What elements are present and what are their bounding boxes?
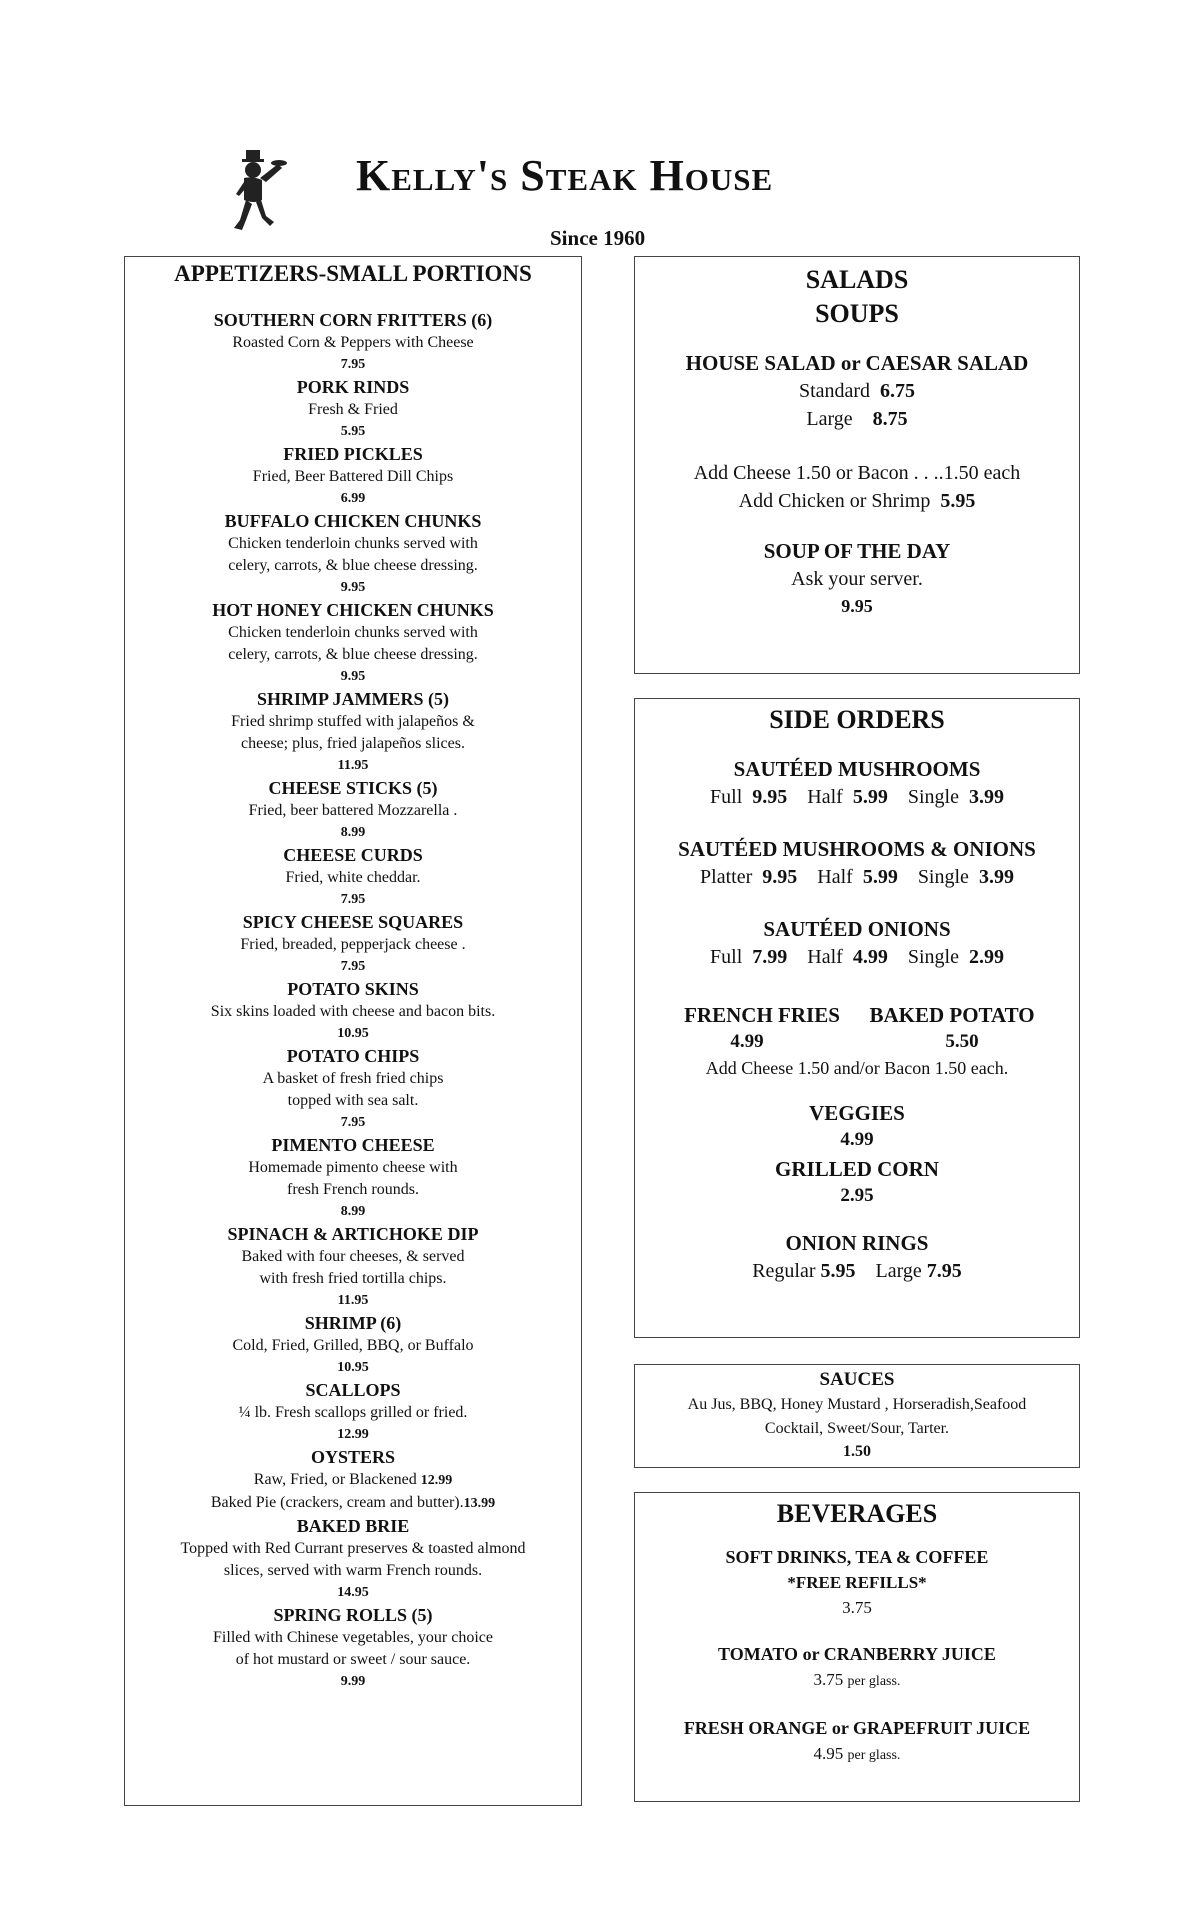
appetizer-name: FRIED PICKLES — [283, 444, 423, 464]
since-label: Since 1960 — [550, 226, 646, 250]
side-size-price: 3.99 — [968, 786, 1004, 808]
appetizer-price: 5.95 — [340, 424, 366, 439]
salad-large-line — [635, 405, 1079, 433]
appetizer-item — [125, 911, 581, 978]
orange-juice-price: 4.95 — [813, 1744, 844, 1763]
soups-title: SOUPS — [815, 299, 899, 328]
appetizer-item — [125, 309, 581, 376]
appetizers-title: APPETIZERS-SMALL PORTIONS — [174, 261, 532, 286]
side-size-price: 9.95 — [762, 866, 798, 888]
appetizer-item — [125, 510, 581, 599]
tomato-juice-price: 3.75 — [813, 1670, 844, 1689]
soft-drinks-title: SOFT DRINKS, TEA & COFFEE — [725, 1547, 989, 1567]
appetizer-desc-text: Raw, Fried, or Blackened — [253, 1471, 421, 1488]
appetizer-item — [125, 1604, 581, 1693]
appetizer-name: BUFFALO CHICKEN CHUNKS — [224, 511, 482, 531]
appetizer-item — [125, 599, 581, 688]
appetizer-price: 9.99 — [340, 1674, 366, 1689]
appetizer-name: SHRIMP (6) — [304, 1313, 402, 1333]
appetizer-item — [125, 1045, 581, 1134]
appetizer-desc: celery, carrots, & blue cheese dressing. — [228, 646, 478, 663]
appetizer-price: 11.95 — [337, 758, 369, 773]
appetizer-inline-price: 13.99 — [463, 1496, 496, 1511]
salad-standard-line — [635, 377, 1079, 405]
appetizer-desc: Filled with Chinese vegetables, your choice — [213, 1629, 493, 1646]
appetizer-desc: Baked with four cheeses, & served — [241, 1248, 465, 1265]
appetizer-item — [125, 1134, 581, 1223]
appetizer-price: 6.99 — [340, 491, 366, 506]
appetizer-desc: Cold, Fried, Grilled, BBQ, or Buffalo — [232, 1337, 474, 1354]
onions-title: SAUTÉED ONIONS — [763, 917, 951, 941]
salad-large-price: 8.75 — [872, 408, 908, 430]
waiter-logo-icon — [232, 150, 288, 236]
side-size-price: 4.99 — [852, 946, 888, 968]
side-size-label: Half — [807, 786, 843, 808]
sauces-line-1: Au Jus, BBQ, Honey Mustard , Horseradish,Seafood — [687, 1396, 1027, 1413]
appetizer-desc: Fried, breaded, pepperjack cheese . — [240, 936, 466, 953]
soup-price: 9.95 — [841, 596, 873, 616]
onion-rings-prices — [635, 1257, 1079, 1285]
appetizer-name: SCALLOPS — [305, 1380, 401, 1400]
baked-col — [857, 1001, 1047, 1055]
appetizer-desc: A basket of fresh fried chips — [262, 1070, 444, 1087]
appetizer-item — [125, 1379, 581, 1446]
appetizer-desc: cheese; plus, fried jalapeños slices. — [241, 735, 465, 752]
side-size-label: Single — [907, 946, 959, 968]
appetizer-name: SOUTHERN CORN FRITTERS (6) — [213, 310, 493, 330]
side-size-label: Single — [907, 786, 959, 808]
beverages-title: BEVERAGES — [776, 1499, 938, 1528]
rings-regular-price: 5.95 — [820, 1260, 856, 1282]
onions-prices — [635, 943, 1079, 971]
corn-title: GRILLED CORN — [775, 1157, 939, 1181]
appetizer-desc: ¼ lb. Fresh scallops grilled or fried. — [238, 1404, 468, 1421]
appetizer-name: PORK RINDS — [296, 377, 410, 397]
appetizer-desc: Fresh & Fried — [308, 401, 398, 418]
side-size-price: 5.99 — [862, 866, 898, 888]
appetizer-desc: slices, served with warm French rounds. — [223, 1562, 483, 1579]
appetizer-desc: Fried shrimp stuffed with jalapeños & — [231, 713, 475, 730]
appetizer-price: 12.99 — [337, 1427, 369, 1442]
side-size-label: Half — [807, 946, 843, 968]
appetizer-desc: fresh French rounds. — [287, 1181, 419, 1198]
side-size-price: 9.95 — [752, 786, 788, 808]
appetizer-desc: Fried, beer battered Mozzarella . — [248, 802, 458, 819]
side-size-label: Platter — [700, 866, 753, 888]
rings-large-price: 7.95 — [926, 1260, 962, 1282]
sauces-price: 1.50 — [843, 1443, 871, 1460]
appetizer-price: 11.95 — [337, 1293, 369, 1308]
appetizer-price: 7.95 — [340, 959, 366, 974]
veggies-price: 4.99 — [840, 1129, 874, 1150]
salad-standard-price: 6.75 — [880, 380, 916, 402]
fries-col — [667, 1001, 857, 1055]
orange-juice-price-line — [635, 1741, 1079, 1768]
salads-title: SALADS — [805, 265, 909, 294]
fries-title: FRENCH FRIES — [684, 1003, 840, 1027]
baked-title: BAKED POTATO — [869, 1003, 1035, 1027]
sauces-line-2: Cocktail, Sweet/Sour, Tarter. — [764, 1420, 950, 1437]
appetizer-name: HOT HONEY CHICKEN CHUNKS — [212, 600, 494, 620]
appetizer-desc: Fried, Beer Battered Dill Chips — [252, 468, 454, 485]
side-size-price: 2.99 — [968, 946, 1004, 968]
side-size-price: 3.99 — [978, 866, 1014, 888]
salad-add-chicken-line — [635, 487, 1079, 515]
appetizer-name: OYSTERS — [310, 1447, 396, 1467]
appetizer-item — [125, 688, 581, 777]
appetizer-item — [125, 978, 581, 1045]
tomato-juice-title: TOMATO or CRANBERRY JUICE — [718, 1644, 996, 1664]
appetizer-desc-text: Baked Pie (crackers, cream and butter). — [210, 1494, 464, 1511]
sauces-title: SAUCES — [819, 1369, 895, 1390]
appetizer-price: 8.99 — [340, 825, 366, 840]
restaurant-title: Kelly's Steak House — [356, 151, 774, 200]
salads-soups-panel — [634, 256, 1080, 674]
appetizer-price: 7.95 — [340, 1115, 366, 1130]
appetizer-name: SPINACH & ARTICHOKE DIP — [227, 1224, 479, 1244]
appetizer-item — [125, 1515, 581, 1604]
soft-drinks-note: *FREE REFILLS* — [787, 1573, 927, 1592]
appetizer-desc: Six skins loaded with cheese and bacon bits. — [210, 1003, 496, 1020]
appetizer-item — [125, 1446, 581, 1515]
salad-large-label: Large — [806, 408, 853, 430]
appetizer-name: CHEESE CURDS — [283, 845, 423, 865]
side-size-label: Half — [817, 866, 853, 888]
appetizer-price: 9.95 — [340, 669, 366, 684]
appetizer-desc: Chicken tenderloin chunks served with — [228, 624, 478, 641]
appetizer-name: BAKED BRIE — [296, 1516, 410, 1536]
appetizer-desc: with fresh fried tortilla chips. — [259, 1270, 447, 1287]
appetizer-price: 10.95 — [337, 1026, 369, 1041]
fries-price: 4.99 — [730, 1031, 764, 1052]
onion-rings-title: ONION RINGS — [785, 1231, 929, 1255]
appetizer-price: 7.95 — [340, 892, 366, 907]
soup-desc: Ask your server. — [791, 568, 923, 590]
salad-standard-label: Standard — [798, 380, 871, 402]
appetizer-name: CHEESE STICKS (5) — [268, 778, 438, 798]
appetizer-item — [125, 443, 581, 510]
side-size-price: 5.99 — [852, 786, 888, 808]
soup-title: SOUP OF THE DAY — [763, 539, 951, 563]
sauces-panel — [634, 1364, 1080, 1468]
appetizer-price: 8.99 — [340, 1204, 366, 1219]
appetizer-item — [125, 1223, 581, 1312]
soft-drinks-price: 3.75 — [842, 1598, 872, 1617]
mushrooms-onions-prices — [635, 863, 1079, 891]
orange-juice-title: FRESH ORANGE or GRAPEFRUIT JUICE — [683, 1718, 1031, 1738]
veggies-title: VEGGIES — [809, 1101, 905, 1125]
baked-price: 5.50 — [945, 1031, 979, 1052]
orange-per-glass: per glass. — [847, 1748, 901, 1763]
sides-add-note: Add Cheese 1.50 and/or Bacon 1.50 each. — [705, 1058, 1009, 1078]
mushrooms-prices — [635, 783, 1079, 811]
appetizer-desc — [125, 1492, 581, 1515]
corn-price: 2.95 — [840, 1185, 874, 1206]
appetizer-name: POTATO SKINS — [287, 979, 419, 999]
appetizer-item — [125, 844, 581, 911]
side-size-label: Full — [710, 946, 743, 968]
tomato-juice-price-line — [635, 1667, 1079, 1694]
appetizer-name: SPRING ROLLS (5) — [273, 1605, 433, 1625]
fries-potato-row — [635, 1001, 1079, 1055]
appetizer-price: 10.95 — [337, 1360, 369, 1375]
side-orders-title: SIDE ORDERS — [769, 705, 945, 734]
mushrooms-onions-title: SAUTÉED MUSHROOMS & ONIONS — [678, 837, 1036, 861]
appetizer-price: 14.95 — [337, 1585, 369, 1600]
appetizer-desc: Chicken tenderloin chunks served with — [228, 535, 478, 552]
rings-large-label: Large — [875, 1260, 922, 1282]
appetizer-desc: topped with sea salt. — [287, 1092, 419, 1109]
appetizer-price: 7.95 — [340, 357, 366, 372]
appetizer-desc: Roasted Corn & Peppers with Cheese — [232, 334, 474, 351]
appetizer-price: 9.95 — [340, 580, 366, 595]
appetizer-desc: celery, carrots, & blue cheese dressing. — [228, 557, 478, 574]
appetizer-item — [125, 1312, 581, 1379]
appetizer-item — [125, 777, 581, 844]
appetizer-item — [125, 376, 581, 443]
side-orders-panel — [634, 698, 1080, 1338]
side-size-label: Single — [917, 866, 969, 888]
side-size-label: Full — [710, 786, 743, 808]
house-salad-title: HOUSE SALAD or CAESAR SALAD — [685, 351, 1029, 375]
salad-add-chicken: Add Chicken or Shrimp — [738, 490, 931, 512]
salad-add-cheese: Add Cheese 1.50 or Bacon . . ..1.50 each — [693, 462, 1021, 484]
salad-add-chicken-price: 5.95 — [940, 490, 976, 512]
appetizer-name: SHRIMP JAMMERS (5) — [257, 689, 449, 709]
side-size-price: 7.99 — [752, 946, 788, 968]
appetizer-name: POTATO CHIPS — [286, 1046, 420, 1066]
appetizer-inline-price: 12.99 — [420, 1473, 453, 1488]
mushrooms-title: SAUTÉED MUSHROOMS — [733, 757, 981, 781]
appetizers-panel — [124, 256, 582, 1806]
appetizer-desc: Homemade pimento cheese with — [248, 1159, 458, 1176]
beverages-panel — [634, 1492, 1080, 1802]
appetizer-desc: of hot mustard or sweet / sour sauce. — [235, 1651, 471, 1668]
rings-regular-label: Regular — [752, 1260, 816, 1282]
appetizer-name: SPICY CHEESE SQUARES — [242, 912, 464, 932]
appetizer-desc: Topped with Red Currant preserves & toasted almond — [180, 1540, 526, 1557]
appetizer-desc: Fried, white cheddar. — [285, 869, 421, 886]
appetizer-name: PIMENTO CHEESE — [271, 1135, 435, 1155]
tomato-per-glass: per glass. — [847, 1674, 901, 1689]
appetizer-desc — [125, 1469, 581, 1492]
appetizer-list — [125, 309, 581, 1693]
